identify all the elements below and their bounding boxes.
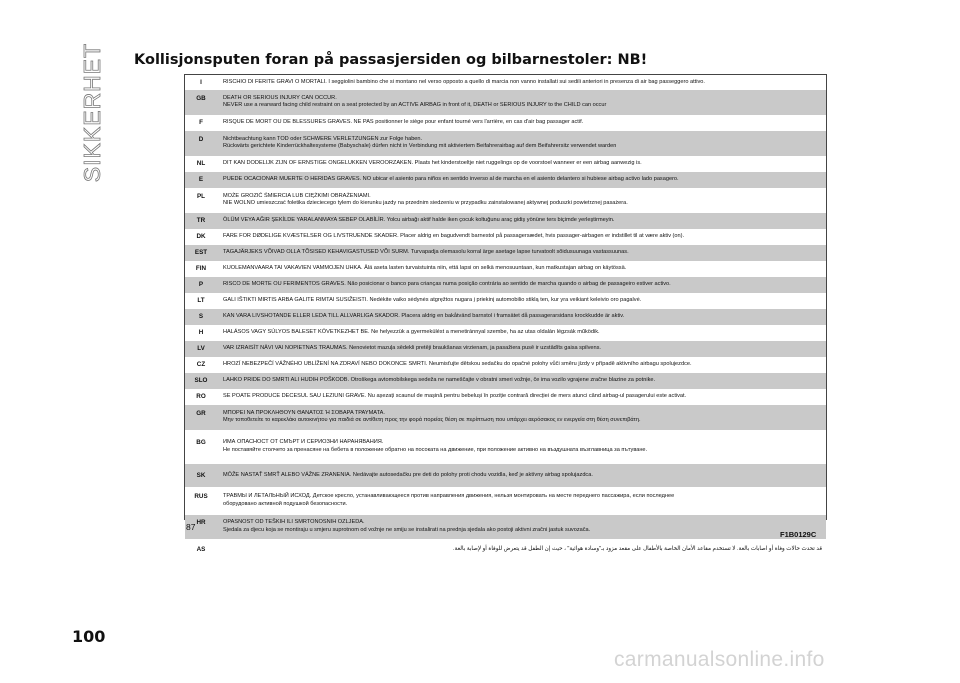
language-code: H [198, 329, 204, 337]
language-code: SLO [194, 377, 208, 385]
warning-line-1: RISCHIO DI FERITE GRAVI O MORTALI. I seggiolini bambino che si montano nel verso opposto a quello di marcia non vanno installati sui sedili anteriori in presenza di air bag passeggero attivo. [223, 78, 705, 85]
warning-line-2: NEVER use a rearward facing child restraint on a seat protected by an ACTIVE AIRBAG in front of it, DEATH or SERIOUS INJURY to the CHILD can occur [223, 102, 607, 109]
language-code: GB [196, 94, 206, 102]
warning-row-est [185, 245, 826, 261]
warning-text [223, 176, 822, 184]
warning-text [223, 493, 822, 508]
language-code: S [198, 313, 204, 321]
figure-code: F1B0129C [780, 530, 817, 539]
warning-row-f [185, 115, 826, 131]
warning-row-dk [185, 229, 826, 245]
warning-line-1: ΜΠΟΡΕΙ ΝΑ ΠΡΟΚΛΗΘΟΥΝ ΘΑΝΑΤΟΣ Ή ΣΟΒΑΡΑ ΤΡΑΥΜΑΤΑ. [223, 409, 385, 416]
warning-text [223, 377, 822, 385]
language-code: RO [196, 393, 206, 401]
warning-line-1: قد تحدث حالات وفاة أو اصابات بالغة. لا تستخدم مقاعد الأمان الخاصة بالأطفال على مقعد مزود بـ"وسادة هوائية" ، حيث إن الطفل قد يتعرض للوفاة أو لإصابة بالغة. [453, 546, 822, 553]
section-tab-label: SIKKERHET [79, 42, 106, 182]
warning-text [223, 297, 822, 305]
warning-text [223, 361, 822, 369]
warning-text [223, 519, 822, 534]
warning-row-hr [185, 515, 826, 539]
warning-line-1: HROZÍ NEBEZPEČÍ VÁŽNÉHO UBLÍŽENÍ NA ZDRAVÍ NEBO DOKONCE SMRTI. Neumisťujte dětskou sedačku do opačné polohy vůči směru jízdy v případě aktivního airbagu spolujezdce. [223, 361, 692, 368]
warning-row-cz [185, 357, 826, 373]
warning-line-1: MOŻE GROZIĆ ŚMIERCIA LUB CIĘŻKIMI OBRAŻENIAMI. [223, 192, 371, 199]
language-code: LV [197, 345, 205, 353]
warning-text [223, 313, 822, 321]
warning-line-2: Не поставяйте столчето за пренасяне на бебета в положение обратно на посоката на движение, при положение активно на въздушната възглавница за пътуване. [223, 446, 648, 453]
warning-row-nl [185, 156, 826, 172]
warning-row-sk [185, 464, 826, 487]
warning-line-1: ТРАВМЫ И ЛЕТАЛЬНЫЙ ИСХОД. Детское кресло, устанавливающееся против направления движения, нельзя монтировать на месте переднего пассажира, если последнее [223, 493, 675, 500]
warning-row-ro [185, 389, 826, 405]
warning-text [223, 136, 822, 151]
warning-text [223, 393, 822, 401]
language-code: D [198, 135, 204, 143]
watermark: carmanualsonline.info [614, 648, 825, 671]
warning-text [223, 439, 822, 454]
language-code: AS [196, 546, 206, 554]
warning-row-gb [185, 90, 826, 115]
warning-row-i [185, 75, 826, 90]
warning-row-as [185, 539, 826, 561]
warning-line-1: DIT KAN DODELIJK ZIJN OF ERNSTIGE ONGELUKKEN VEROORZAKEN. Plaats het kinderstoeltje niet ruggelings op de voorstoel wanneer er een airbag aanwezig is. [223, 160, 642, 167]
page-number: 100 [72, 627, 106, 646]
warning-row-slo [185, 373, 826, 389]
language-code: TR [196, 217, 206, 225]
language-code: I [200, 78, 202, 86]
warning-line-1: OPASNOST OD TEŠKIH ILI SMRTONOSNIH OZLJEDA. [223, 519, 365, 526]
warning-row-d [185, 131, 826, 156]
warning-line-1: FARE FOR DØDELIGE KVÆSTELSER OG LIVSTRUENDE SKADER. Placer aldrig en bagudvendt barnestol på passagersædet, hvis passager-airbagen er indstillet til at være aktiv (on). [223, 233, 685, 240]
warning-text [223, 546, 822, 554]
warning-text [223, 160, 822, 168]
warning-text [223, 345, 822, 353]
warning-line-1: SE POATE PRODUCE DECESUL SAU LEZIUNI GRAVE. Nu așezați scaunul de mașină pentru bebeluși în poziție contrară direcției de mers atunci când airbag-ul pasagerului este activat. [223, 393, 687, 400]
language-code: DK [196, 233, 206, 241]
warning-text [223, 265, 822, 273]
warning-row-tr [185, 213, 826, 229]
warning-text [223, 79, 822, 87]
language-code: NL [196, 160, 206, 168]
warning-line-2: Μην τοποθετείτε το καρεκλάκι αυτοκινήτου για παιδιά σε αντίθετη προς την φορά πορείας θέση σε περίπτωση που υπάρχει αερόσακος εν ενεργεία στη θέση συνεπιβάτη. [223, 417, 641, 424]
warning-line-2: оборудовано активной подушкой безопасности. [223, 500, 348, 507]
warning-line-1: KAN VARA LIVSHOTANDE ELLER LEDA TILL ALLVARLIGA SKADOR. Placera aldrig en bakåtvänd barnstol i framsätet då passagerarsidans krockkudde är aktiv. [223, 313, 625, 320]
warning-line-1: GALI IŠTIKTI MIRTIS ARBA GALITE RIMTAI SUSIŽEISTI. Nedėkite vaiko sėdynės atgręžtos nugara į priekinį automobilio stiklą ten, kur yra veikiant keleivio oro pagalvė. [223, 297, 642, 304]
language-code: SK [196, 471, 206, 479]
warning-line-1: KUOLEMANVAARA TAI VAKAVIEN VAMMOJEN UHKA. Älä aseta lasten turvaistuinta niin, että lapsi on selkä menosuuntaan, kun matkustajan airbag on käytössä. [223, 265, 627, 272]
language-code: LT [197, 297, 205, 305]
language-code: FIN [195, 265, 207, 273]
warning-row-rus [185, 487, 826, 515]
warning-text [223, 281, 822, 289]
warning-row-s [185, 309, 826, 325]
warning-text [223, 217, 822, 225]
warning-line-1: MÔŽE NASTAŤ SMRŤ ALEBO VÁŽNE ZRANENIA. Nedávajte autosedačku pre deti do polohy proti chodu vozidla, keď je aktívny airbag spolujazdca. [223, 471, 593, 478]
warning-text [223, 119, 822, 127]
warning-row-h [185, 325, 826, 341]
language-code: P [198, 281, 204, 289]
warning-text [223, 95, 822, 110]
page-title: Kollisjonsputen foran på passasjersiden og bilbarnestoler: NB! [134, 52, 648, 68]
warning-row-lt [185, 293, 826, 309]
warning-row-lv [185, 341, 826, 357]
warning-row-bg [185, 430, 826, 464]
warning-line-1: ИМА ОПАСНОСТ ОТ СМЪРТ И СЕРИОЗНИ НАРАНЯВАНИЯ. [223, 439, 384, 446]
language-code: F [199, 119, 203, 127]
warning-line-1: TAGAJÄRJEKS VÕIVAD OLLA TÕSISED KEHAVIGASTUSED VÕI SURM. Turvapadja olemasolu korral ärge asetage lapse turvatoolt sõidusuunaga vastassuunas. [223, 249, 629, 256]
warning-text [223, 472, 822, 480]
warning-row-p [185, 277, 826, 293]
warning-line-1: RISQUE DE MORT OU DE BLESSURES GRAVES. NE PAS positionner le siège pour enfant tourné vers l'arrière, en cas d'air bag passager actif. [223, 119, 584, 126]
warning-line-2: Rückwärts gerichtete Kinderrückhaltesysteme (Babyschale) dürfen nicht in Verbindung mit aktiviertem Beifahrerairbag auf dem Beifahrersitz verwendet warden [223, 143, 617, 150]
warning-text [223, 233, 822, 241]
warning-row-e [185, 172, 826, 188]
language-code: CZ [196, 361, 206, 369]
warning-line-1: PUEDE OCACIONAR MUERTE O HERIDAS GRAVES. NO ubicar el asiento para niños en sentido inverso al de marcha en el asiento delantero si hubiese airbag activo lado pasagero. [223, 176, 679, 183]
label-footnote-number: 87 [186, 522, 196, 532]
language-code: PL [196, 192, 206, 200]
warning-line-1: DEATH OR SERIOUS INJURY CAN OCCUR. [223, 94, 337, 101]
warning-row-pl [185, 188, 826, 213]
language-code: GR [196, 409, 206, 417]
language-code: EST [194, 249, 208, 257]
section-tab [79, 42, 106, 182]
warning-line-2: NIE WOLNO umieszczać foletika dzieciecego tylem do kierunku jazdy na przednim siedzeniu w przypadku zainstalowanej aktywnej poduszki powietrznej pasażera. [223, 200, 628, 207]
warning-line-1: VAR IZRAISĪT NĀVI VAI NOPIETNAS TRAUMAS. Nenovietot mazuļa sēdekli pretēji braukšanas virzienam, ja pasažiera pusē ir uzstādīts gaisa spilvens. [223, 345, 601, 352]
warning-text [223, 193, 822, 208]
language-code: BG [196, 439, 206, 447]
warning-line-1: LAHKO PRIDE DO SMRTI ALI HUDIH POŠKODB. Otroškega avtomobilskega sedeža ne nameščajte v obratni smeri vožnje, če ima vozilo vgrajene zračne blazine za potnike. [223, 377, 656, 384]
warning-text [223, 249, 822, 257]
warning-text [223, 329, 822, 337]
language-code: HR [196, 519, 206, 527]
warning-line-1: ÖLÜM VEYA AĞIR ŞEKİLDE YARALANMAYA SEBEP OLABİLİR. Yolcu airbağı aktif halde iken çocuk koltuğunu araç gidiş yönüne ters biçimde yerleştirmeyin. [223, 217, 615, 224]
warning-line-1: HALÁSOS VAGY SÚLYOS BALESET KÖVETKEZHET BE. Ne helyezzük a gyermekülést a menetiránnyal szembe, ha az utas oldalán légzsák működik. [223, 329, 600, 336]
warning-line-1: Nichtbeachtung kann TOD oder SCHWERE VERLETZUNGEN zur Folge haben. [223, 135, 423, 142]
warning-text [223, 410, 822, 425]
warning-row-fin [185, 261, 826, 277]
language-code: E [198, 176, 204, 184]
language-code: RUS [194, 493, 208, 501]
warning-line-1: RISCO DE MORTE OU FERIMENTOS GRAVES. Não posicionar o banco para crianças numa posição contrária ao sentido de marcha quando o airbag de passageiro estiver activo. [223, 281, 671, 288]
warning-line-2: Sjedala za djecu koja se montiraju u smjeru suprotnom od vožnje ne smiju se instalirati na prednja sjedala ako postoji aktivni zračni jastuk suvozača. [223, 526, 591, 533]
warning-row-gr [185, 405, 826, 430]
